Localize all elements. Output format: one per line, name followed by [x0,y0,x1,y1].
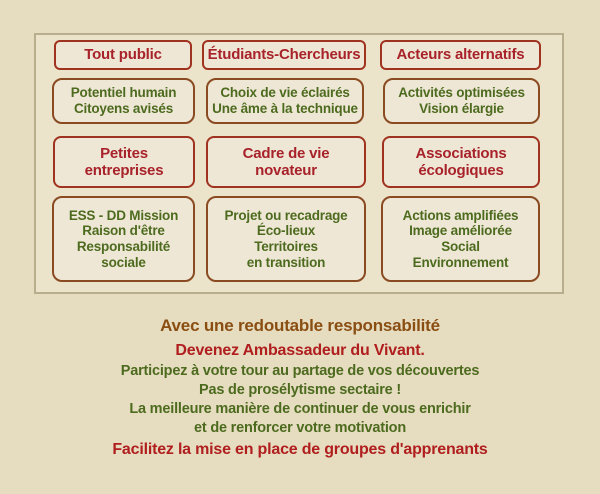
detail-line: Éco-lieux [256,223,316,239]
detail-line: Citoyens avisés [73,101,174,116]
message-title: Avec une redoutable responsabilité [160,316,440,335]
header-petites-entreprises [53,136,195,188]
header-label: Acteurs alternatifs [396,46,525,64]
detail-etudiants-chercheurs [206,78,364,124]
detail-cadre-de-vie [206,196,366,282]
message-line: Pas de prosélytisme sectaire ! [199,382,401,398]
detail-line: Vision élargie [419,101,504,116]
detail-line: Potentiel humain [70,85,177,101]
message-line: et de renforcer votre motivation [194,420,406,436]
message-closing: Facilitez la mise en place de groupes d'apprenants [112,441,488,458]
detail-line: ESS - DD Mission [68,207,179,223]
header-line: Cadre de vie [242,144,330,162]
detail-petites-entreprises [52,196,195,282]
detail-acteurs-alternatifs [383,78,540,124]
header-label: Étudiants-Chercheurs [207,46,361,64]
detail-line: Social [441,239,480,254]
detail-line: sociale [101,254,146,270]
detail-line: Activités optimisées [398,85,525,101]
header-cadre-de-vie [206,136,366,188]
message-block [0,316,600,462]
header-label: Tout public [84,46,162,64]
header-line: Petites [100,144,148,162]
header-etudiants-chercheurs [202,40,366,70]
detail-line: Une âme à la technique [212,101,358,116]
detail-line: Environnement [412,254,509,270]
detail-associations [381,196,540,282]
message-line: Participez à votre tour au partage de vos découvertes [120,363,480,379]
header-line: entreprises [84,162,164,179]
detail-line: Raison d'être [82,223,165,239]
message-call: Devenez Ambassadeur du Vivant. [175,342,425,359]
detail-tout-public [52,78,195,124]
detail-line: en transition [246,254,326,270]
header-line: Associations [415,144,507,162]
header-line: écologiques [418,162,504,179]
header-tout-public [54,40,192,70]
message-line: La meilleure manière de continuer de vous enrichir [129,401,471,417]
header-associations [382,136,540,188]
detail-line: Territoires [254,239,318,254]
header-line: novateur [255,162,317,179]
detail-line: Projet ou recadrage [224,207,348,223]
detail-line: Responsabilité [76,239,171,254]
header-acteurs-alternatifs [380,40,541,70]
detail-line: Choix de vie éclairés [220,85,350,101]
detail-line: Actions amplifiées [402,207,519,223]
detail-line: Image améliorée [409,223,512,239]
